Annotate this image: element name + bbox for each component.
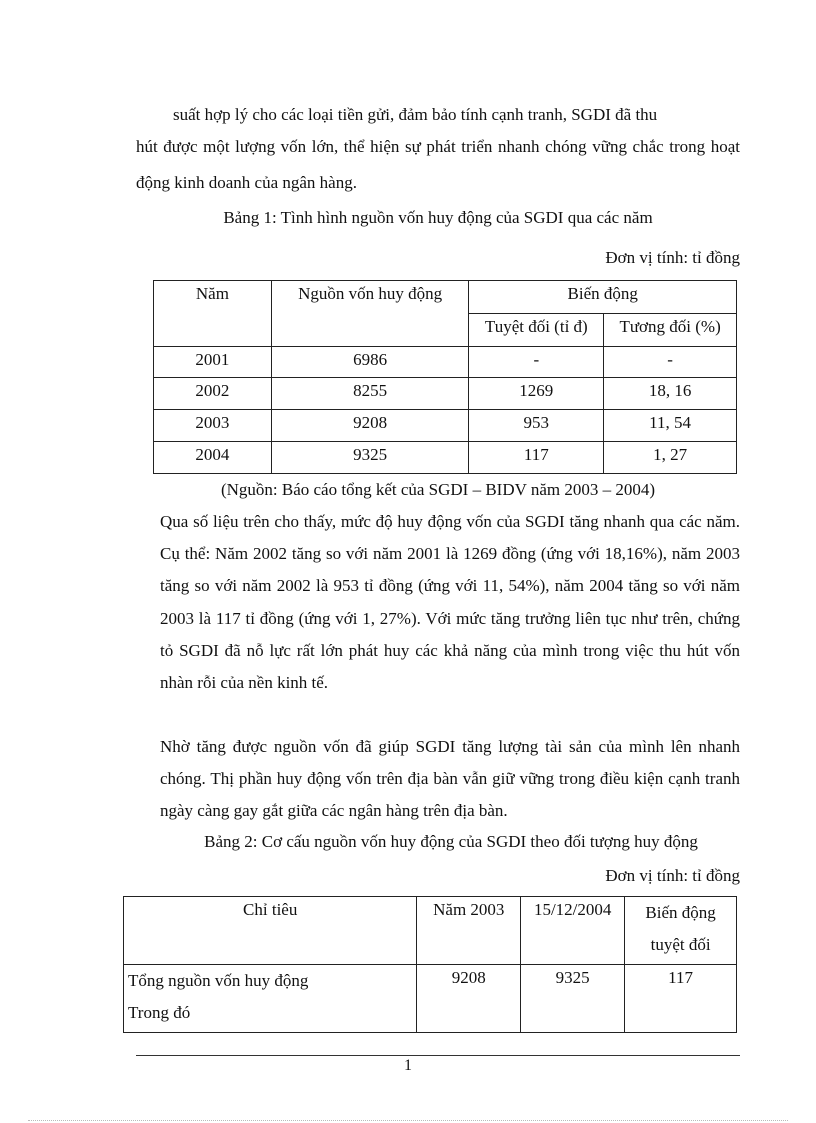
cell-indicator [124, 965, 417, 1033]
table2-caption: Bảng 2: Cơ cấu nguồn vốn huy động của SGDI theo đối tượng huy động [204, 832, 698, 851]
cell-2003: 9208 [417, 965, 521, 1033]
cell-absolute: - [469, 347, 604, 378]
analysis-paragraph: Qua số liệu trên cho thấy, mức độ huy động vốn của SGDI tăng nhanh qua các năm. Cụ thể: Năm 2002 tăng so với năm 2001 là 1269 đồng (ứng với 18,16%), năm 2003 tăng so với năm 2002 là 953 tỉ đồng (ứng với 11, 54%), năm 2004 tăng so với năm 2003 là 117 tỉ đồng (ứng với 1, 27%). Với mức tăng trưởng liên tục như trên, chứng tỏ SGDI đã nỗ lực rất lớn phát huy các khả năng của mình trong việc thu hút vốn nhàn rỗi của nền kinh tế. [160, 512, 740, 693]
table-row [124, 965, 737, 1033]
table1-caption: Bảng 1: Tình hình nguồn vốn huy động của SGDI qua các năm [223, 208, 653, 227]
table-row [154, 442, 737, 474]
cell-capital: 9208 [271, 410, 469, 442]
cell-capital: 8255 [271, 378, 469, 410]
table1-header-relative: Tương đối (%) [604, 314, 737, 347]
table1 [153, 280, 737, 474]
cell-absolute: 953 [469, 410, 604, 442]
table2-unit: Đơn vị tính: tỉ đồng [605, 866, 740, 885]
table2-header-2003: Năm 2003 [417, 897, 521, 965]
cell-capital: 9325 [271, 442, 469, 474]
indicator-label: Tổng nguồn vốn huy động [128, 971, 309, 990]
market-share-paragraph: Nhờ tăng được nguồn vốn đã giúp SGDI tăng lượng tài sản của mình lên nhanh chóng. Thị phần huy động vốn trên địa bàn vẫn giữ vững trong điều kiện cạnh tranh ngày càng gay gắt giữa các ngân hàng trên địa bàn. [160, 737, 740, 821]
table-row [154, 347, 737, 378]
table2 [123, 896, 737, 1033]
table1-header-change: Biến động [469, 281, 737, 314]
page-bottom-edge [28, 1120, 788, 1121]
table2-header-change: Biến động tuyệt đối [625, 897, 737, 965]
cell-relative: - [604, 347, 737, 378]
indicator-sublabel: Trong đó [128, 1003, 191, 1022]
table1-header-year: Năm [154, 281, 272, 347]
intro-first-line: suất hợp lý cho các loại tiền gửi, đảm bảo tính cạnh tranh, SGDI đã thu [173, 105, 658, 124]
cell-year: 2003 [154, 410, 272, 442]
table2-header-indicator: Chỉ tiêu [124, 897, 417, 965]
cell-absolute: 117 [469, 442, 604, 474]
table1-header-absolute: Tuyệt đối (tỉ đ) [469, 314, 604, 347]
table-row [154, 378, 737, 410]
table1-source: (Nguồn: Báo cáo tổng kết của SGDI – BIDV năm 2003 – 2004) [220, 480, 656, 499]
cell-absolute: 1269 [469, 378, 604, 410]
table-row [154, 410, 737, 442]
table2-header-2004: 15/12/2004 [521, 897, 625, 965]
cell-capital: 6986 [271, 347, 469, 378]
table1-unit: Đơn vị tính: tỉ đồng [605, 248, 740, 267]
cell-relative: 18, 16 [604, 378, 737, 410]
cell-year: 2002 [154, 378, 272, 410]
cell-year: 2001 [154, 347, 272, 378]
cell-relative: 1, 27 [604, 442, 737, 474]
page-number: 1 [404, 1057, 412, 1074]
cell-2004: 9325 [521, 965, 625, 1033]
intro-paragraph-rest: hút được một lượng vốn lớn, thể hiện sự phát triển nhanh chóng vững chắc trong hoạt động kinh doanh của ngân hàng. [136, 137, 740, 192]
cell-relative: 11, 54 [604, 410, 737, 442]
table1-header-capital: Nguồn vốn huy động [271, 281, 469, 347]
footer-divider [136, 1055, 740, 1056]
cell-year: 2004 [154, 442, 272, 474]
cell-change: 117 [625, 965, 737, 1033]
